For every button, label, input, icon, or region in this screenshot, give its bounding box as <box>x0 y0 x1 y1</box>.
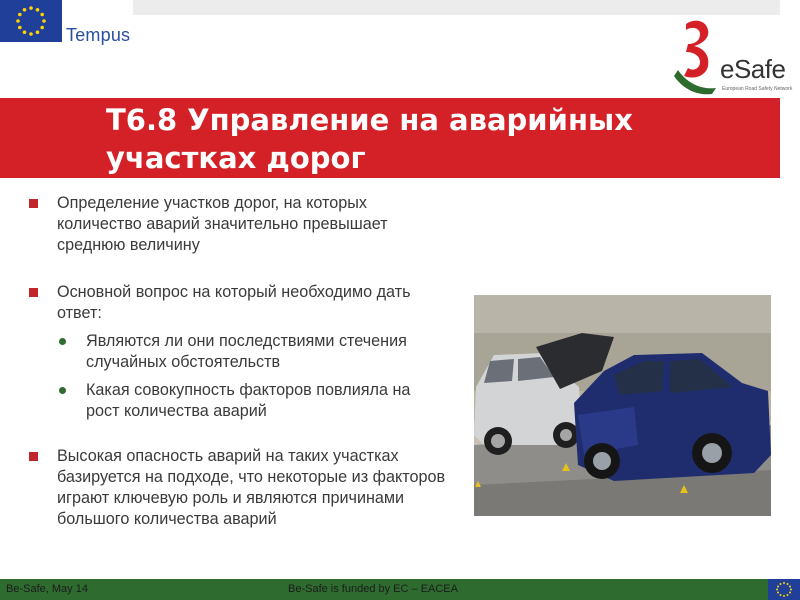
square-bullet-icon <box>29 199 38 208</box>
bullet-item <box>28 193 448 256</box>
sub-bullet-item <box>28 331 448 373</box>
bullet-item <box>28 446 448 530</box>
sub-bullet-text: Какая совокупность факторов повлияла на рост количества аварий <box>86 381 411 420</box>
tempus-logo <box>0 0 140 44</box>
round-bullet-icon <box>59 387 66 394</box>
eu-flag-icon <box>768 579 800 600</box>
esafe-logo-subtitle: European Road Safety Network <box>722 86 793 92</box>
square-bullet-icon <box>29 452 38 461</box>
footer-bar <box>0 579 800 600</box>
footer-left-text: Be-Safe, May 14 <box>6 583 88 595</box>
bullet-text: Основной вопрос на который необходимо дать ответ: <box>57 283 411 322</box>
eu-flag-icon <box>0 0 62 42</box>
esafe-logo <box>672 18 793 98</box>
bullet-text: Высокая опасность аварий на таких участках базируется на подходе, что некоторые из факторов играют ключевую роль и являются причинами большого количества аварий <box>57 447 446 528</box>
bullet-item <box>28 282 448 324</box>
top-strip <box>133 0 780 15</box>
tempus-logo-text: Tempus <box>66 25 131 45</box>
esafe-logo-text: eSafe <box>720 54 786 84</box>
footer-center-text: Be-Safe is funded by EC – EACEA <box>288 583 458 595</box>
slide-title: Т6.8 Управление на аварийных участках дорог <box>106 103 633 175</box>
sub-bullet-text: Являются ли они последствиями стечения случайных обстоятельств <box>86 332 407 371</box>
car-crash-photo <box>474 295 771 516</box>
square-bullet-icon <box>29 288 38 297</box>
sub-bullet-item <box>28 380 448 422</box>
bullet-text: Определение участков дорог, на которых количество аварий значительно превышает среднюю величину <box>57 194 388 254</box>
slide-content <box>28 193 448 530</box>
round-bullet-icon <box>59 338 66 345</box>
